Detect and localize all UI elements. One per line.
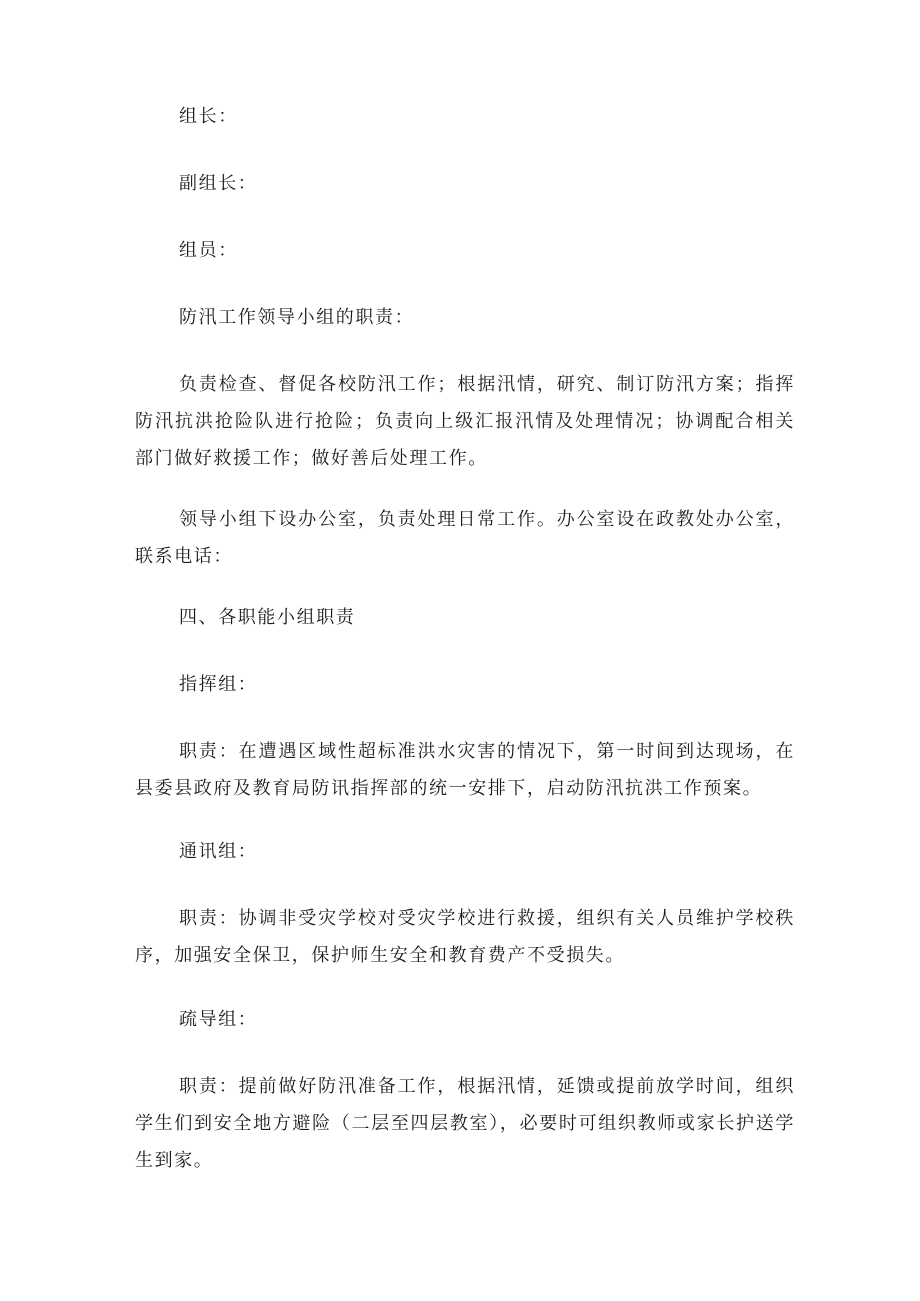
- paragraph-evacuation-duties: 职责：提前做好防汛准备工作，根据汛情，延馈或提前放学时间，组织学生们到安全地方避险（二层至四层教室），必要时可组织教师或家长护送学生到家。: [135, 1076, 795, 1171]
- paragraph-duties-heading: 防汛工作领导小组的职责：: [179, 307, 415, 328]
- paragraph-communication-group: 通讯组：: [179, 841, 258, 862]
- paragraph-command-duties: 职责：在遭遇区域性超标准洪水灾害的情况下，第一时间到达现场，在县委县政府及教育局防讯指挥部的统一安排下，启动防汛抗洪工作预案。: [135, 741, 795, 799]
- paragraph-team-leader: 组长：: [179, 106, 238, 127]
- paragraph-members: 组员：: [179, 240, 238, 261]
- paragraph-communication-duties: 职责：协调非受灾学校对受灾学校进行救援，组织有关人员维护学校秩序，加强安全保卫，保护师生安全和教育费产不受损失。: [135, 908, 795, 966]
- paragraph-office: 领导小组下设办公室，负责处理日常工作。办公室设在政教处办公室，联系电话：: [135, 509, 795, 567]
- section-heading-group-duties: 四、各职能小组职责: [179, 607, 356, 628]
- paragraph-evacuation-group: 疏导组：: [179, 1009, 258, 1030]
- paragraph-deputy-leader: 副组长：: [179, 173, 258, 194]
- paragraph-duties-body: 负责检查、督促各校防汛工作；根据汛情，研究、制订防汛方案；指挥防汛抗洪抢险队进行抢险；负责向上级汇报汛情及处理情况；协调配合相关部门做好救援工作；做好善后处理工作。: [135, 374, 795, 469]
- paragraph-command-group: 指挥组：: [179, 674, 258, 695]
